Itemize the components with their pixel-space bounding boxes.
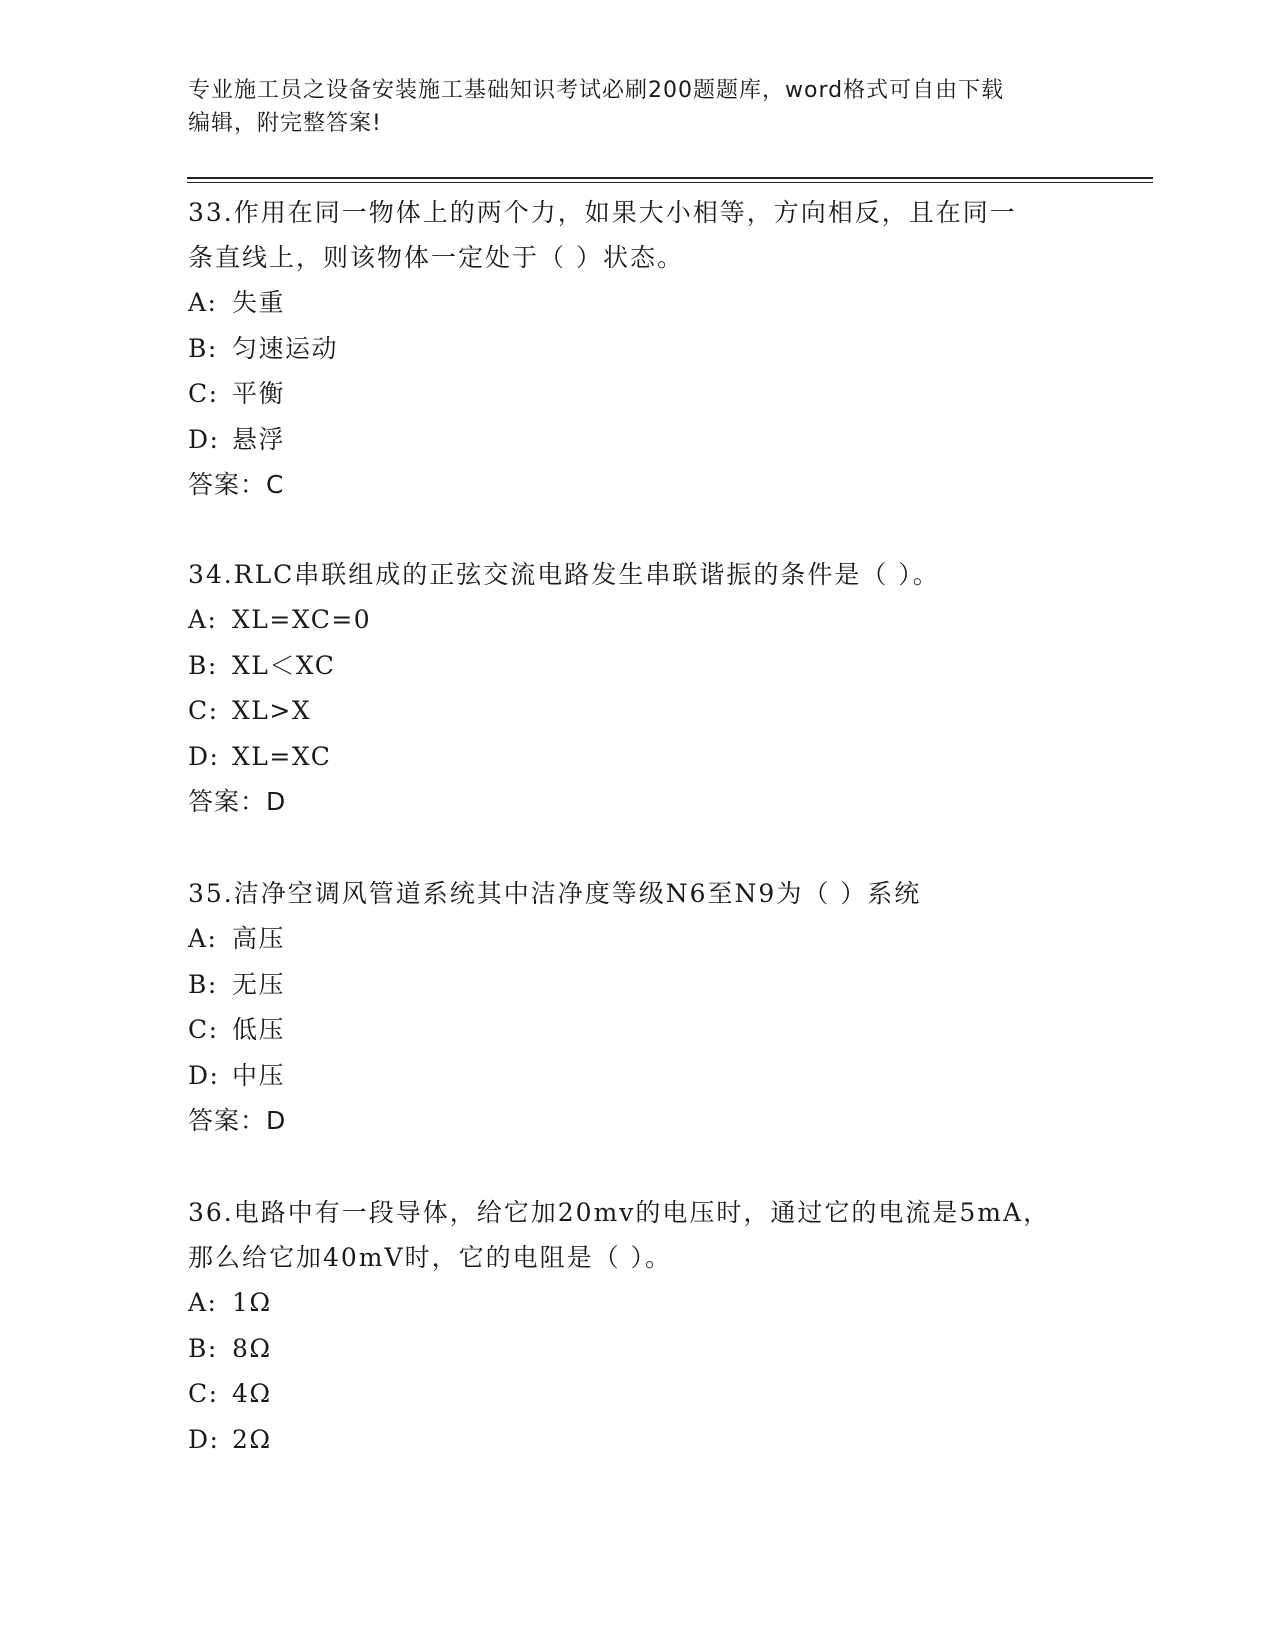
question-text-line1: 34.RLC串联组成的正弦交流电路发生串联谐振的条件是（ ）。 bbox=[188, 560, 940, 589]
option-a bbox=[188, 597, 1088, 643]
answer-label: 答案： bbox=[188, 1106, 267, 1135]
option-letter: B: bbox=[188, 969, 218, 999]
option-text: 悬浮 bbox=[232, 424, 286, 454]
question-text-line1: 35.洁净空调风管道系统其中洁净度等级N6至N9为（ ）系统 bbox=[188, 879, 922, 908]
answer-line bbox=[188, 462, 1088, 507]
option-text: 匀速运动 bbox=[232, 333, 339, 363]
option-text: 无压 bbox=[232, 969, 286, 999]
option-letter: B: bbox=[188, 1333, 218, 1363]
answer-label: 答案： bbox=[188, 787, 267, 816]
option-letter: D: bbox=[188, 741, 220, 771]
question-text-line2: 那么给它加40mV时，它的电阻是（ ）。 bbox=[188, 1243, 673, 1272]
answer-label: 答案： bbox=[188, 470, 267, 499]
option-letter: A: bbox=[188, 924, 218, 953]
question-text bbox=[188, 190, 1088, 280]
question-text bbox=[188, 1190, 1088, 1280]
option-d bbox=[188, 734, 1088, 780]
option-text: XL=XC bbox=[232, 741, 332, 771]
answer-value: D bbox=[266, 787, 287, 816]
option-d bbox=[188, 417, 1088, 463]
option-text: 低压 bbox=[232, 1015, 286, 1044]
option-text: 8Ω bbox=[232, 1333, 272, 1363]
option-c bbox=[188, 1007, 1088, 1053]
question-text bbox=[188, 871, 1088, 916]
header-title-line2: 编辑，附完整答案! bbox=[188, 111, 382, 136]
option-letter: B: bbox=[188, 333, 218, 363]
option-letter: C: bbox=[188, 1379, 219, 1408]
question-33 bbox=[188, 190, 1088, 507]
option-c bbox=[188, 1371, 1088, 1417]
option-text: 4Ω bbox=[232, 1379, 272, 1408]
option-d bbox=[188, 1053, 1088, 1099]
option-letter: A: bbox=[188, 605, 218, 634]
question-text-line1: 36.电路中有一段导体，给它加20mv的电压时，通过它的电流是5mA， bbox=[188, 1198, 1051, 1227]
option-text: 中压 bbox=[232, 1060, 286, 1090]
question-36 bbox=[188, 1190, 1088, 1462]
option-letter: B: bbox=[188, 650, 218, 680]
option-letter: A: bbox=[188, 1288, 218, 1317]
option-a bbox=[188, 280, 1088, 326]
option-text: 1Ω bbox=[232, 1288, 272, 1317]
option-letter: A: bbox=[188, 288, 218, 317]
option-text: 平衡 bbox=[232, 379, 286, 408]
option-text: XL＜XC bbox=[232, 650, 336, 680]
header-title-line1: 专业施工员之设备安装施工基础知识考试必刷200题题库，word格式可自由下载 bbox=[188, 78, 1005, 103]
option-letter: C: bbox=[188, 379, 219, 408]
header-divider-thin bbox=[187, 182, 1153, 183]
option-b bbox=[188, 1326, 1088, 1372]
option-letter: C: bbox=[188, 1015, 219, 1044]
answer-value: D bbox=[266, 1106, 287, 1135]
option-text: 高压 bbox=[232, 924, 286, 953]
question-text-line2: 条直线上，则该物体一定处于（ ）状态。 bbox=[188, 243, 684, 272]
option-letter: D: bbox=[188, 1424, 220, 1454]
option-letter: C: bbox=[188, 696, 219, 725]
option-text: 失重 bbox=[232, 288, 286, 317]
header-divider-thick bbox=[187, 177, 1153, 179]
option-c bbox=[188, 688, 1088, 734]
option-letter: D: bbox=[188, 424, 220, 454]
option-c bbox=[188, 371, 1088, 417]
option-a bbox=[188, 916, 1088, 962]
answer-value: C bbox=[266, 470, 285, 499]
option-text: 2Ω bbox=[232, 1424, 272, 1454]
question-34 bbox=[188, 552, 1088, 824]
option-letter: D: bbox=[188, 1060, 220, 1090]
option-a bbox=[188, 1280, 1088, 1326]
option-d bbox=[188, 1417, 1088, 1463]
option-text: XL>X bbox=[232, 696, 312, 725]
answer-line bbox=[188, 779, 1088, 824]
question-text-line1: 33.作用在同一物体上的两个力，如果大小相等，方向相反，且在同一 bbox=[188, 198, 1017, 227]
document-header bbox=[188, 74, 1068, 140]
question-text bbox=[188, 552, 1088, 597]
answer-line bbox=[188, 1098, 1088, 1143]
option-text: XL=XC=0 bbox=[232, 605, 372, 634]
option-b bbox=[188, 962, 1088, 1008]
option-b bbox=[188, 643, 1088, 689]
option-b bbox=[188, 326, 1088, 372]
question-35 bbox=[188, 871, 1088, 1143]
